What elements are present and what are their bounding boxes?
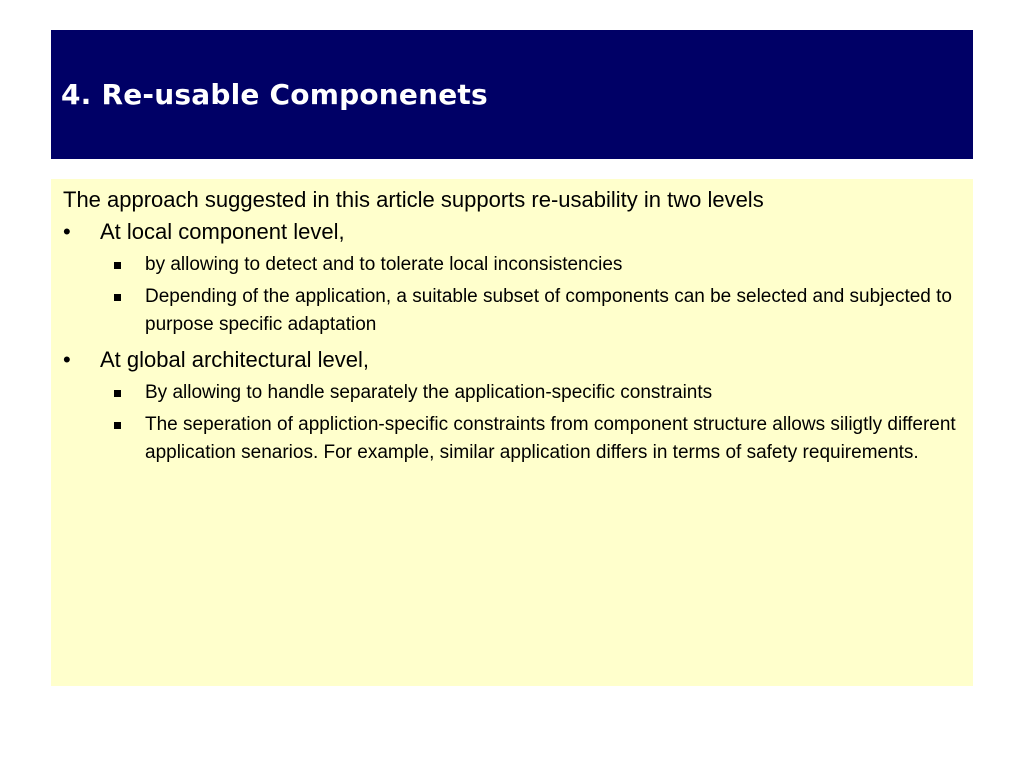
- sub-bullet-handle-constraints: [63, 379, 965, 407]
- bullet-local-level: [63, 219, 963, 245]
- slide-body: [63, 187, 963, 475]
- round-bullet-icon: •: [63, 219, 71, 244]
- sub-bullet-label: The seperation of appliction-specific constraints from component structure allows siligtly different application senarios. For example, similar application differs in terms of safety requirements.: [145, 414, 956, 463]
- sub-bullet-label: Depending of the application, a suitable subset of components can be selected and subjected to purpose specific adaptation: [145, 286, 952, 335]
- sub-bullet-subset-selection: [63, 283, 965, 339]
- content-box: [51, 179, 973, 686]
- sub-bullet-separation-scenarios: [63, 411, 965, 467]
- bullet-global-level: [63, 347, 963, 373]
- square-bullet-icon: [114, 390, 121, 397]
- sub-bullet-detect-tolerate: [63, 251, 965, 279]
- intro-text: The approach suggested in this article supports re-usability in two levels: [63, 187, 764, 212]
- square-bullet-icon: [114, 294, 121, 301]
- bullet-label: At local component level,: [100, 219, 345, 244]
- square-bullet-icon: [114, 422, 121, 429]
- sub-bullet-label: By allowing to handle separately the application-specific constraints: [145, 382, 713, 403]
- slide-title: 4. Re-usable Componenets: [61, 78, 488, 111]
- title-bar: [51, 30, 973, 159]
- square-bullet-icon: [114, 262, 121, 269]
- bullet-label: At global architectural level,: [100, 347, 370, 372]
- sub-bullet-label: by allowing to detect and to tolerate local inconsistencies: [145, 254, 623, 275]
- round-bullet-icon: •: [63, 347, 71, 372]
